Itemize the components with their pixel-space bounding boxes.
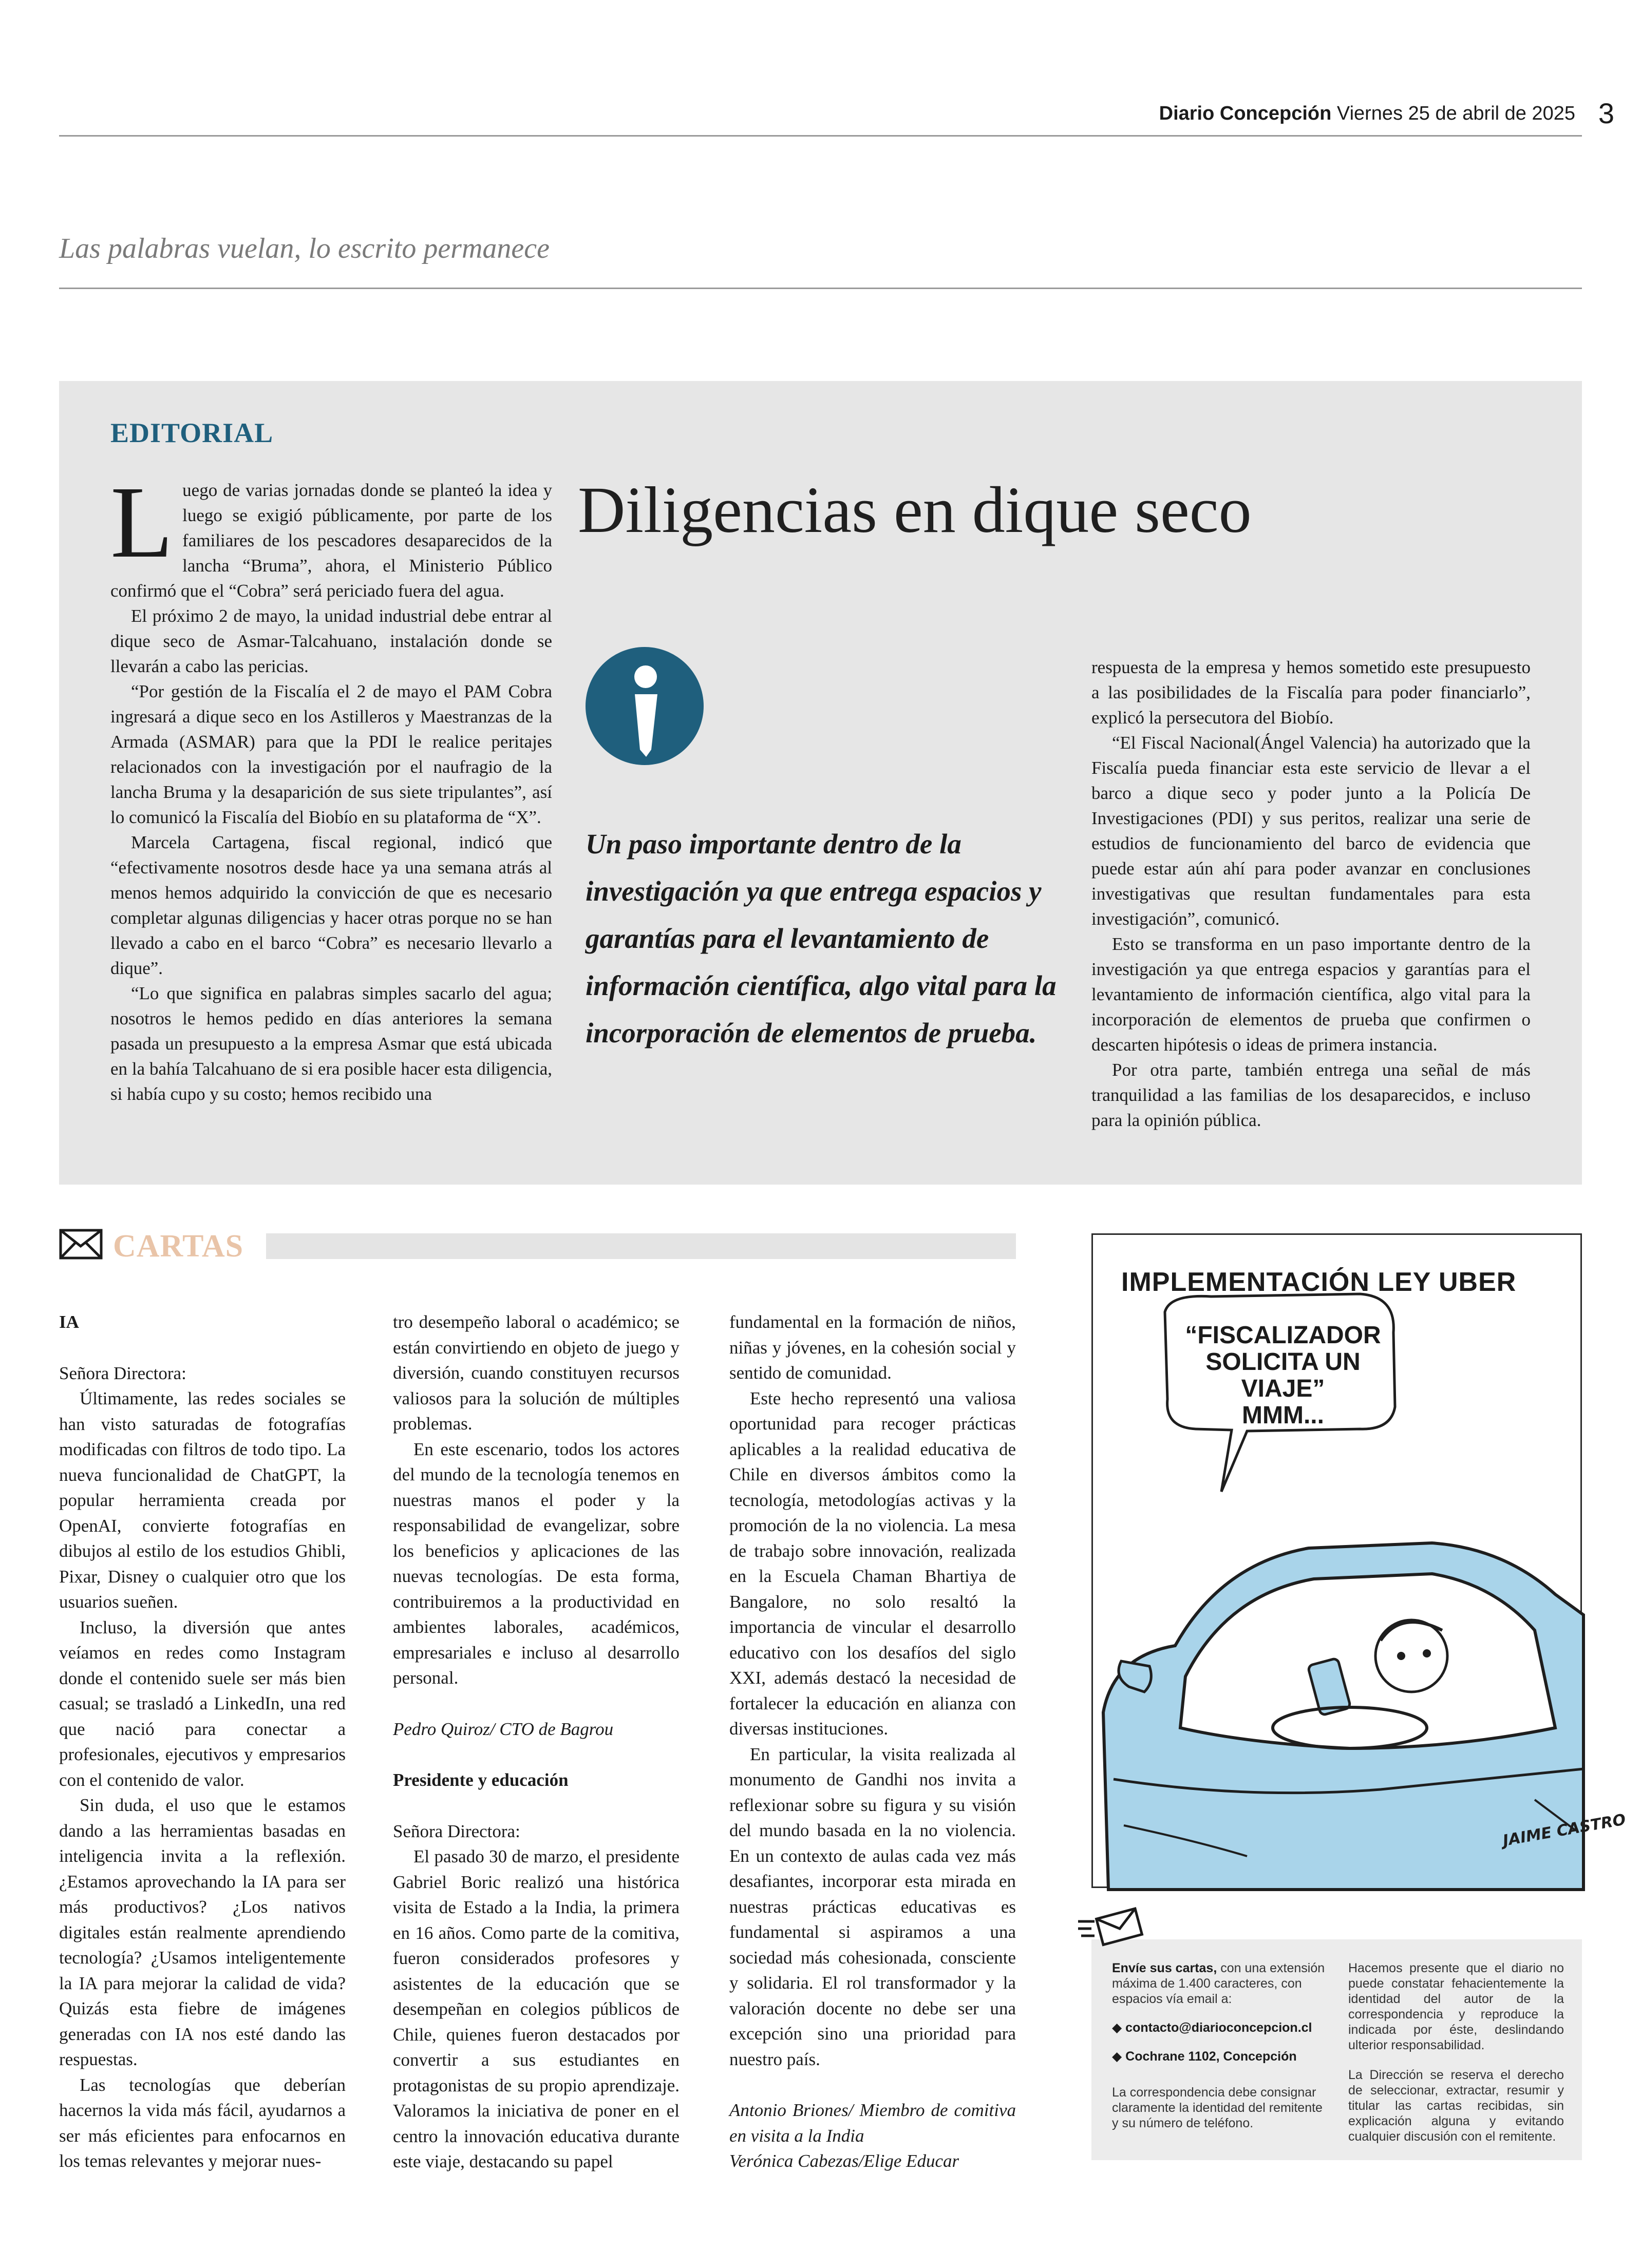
editorial-pull-quote: Un paso importante dentro de la investigación ya que entrega espacios y garantías para el levantamiento de información científica, algo vital para la incorporación de elementos de prueba. bbox=[586, 828, 1057, 1049]
slogan-rule bbox=[59, 288, 1582, 289]
editorial-paragraph: Esto se transforma en un paso importante dentro de la investigación ya que entrega espacios y garantías para el levantamiento de información científica, algo vital para la incorporación de elementos de prueba que confirmen o descarten hipótesis o ideas de primera instancia. bbox=[1091, 934, 1531, 1055]
page-number: 3 bbox=[1598, 97, 1614, 129]
contact-address: ◆ Cochrane 1102, Concepción bbox=[1112, 2049, 1297, 2064]
editorial-column-left bbox=[110, 466, 552, 1107]
editorial-paragraph: “Lo que significa en palabras simples sacarlo del agua; nosotros le hemos pedido en días anteriores la semana pasada un presupuesto a la empresa Asmar que está ubicada en la bahía Talcahuano de si era posible hacer esta diligencia, si había cupo y su costo; hemos recibido una bbox=[110, 983, 552, 1104]
letter-paragraph: Incluso, la diversión que antes veíamos en redes como Instagram donde el contenido suele ser más bien casual; se trasladó a LinkedIn, una red que nació para conectar a profesionales, ejecutivos y empresarios con el contenido de valor. bbox=[59, 1617, 346, 1790]
letter-signature: Verónica Cabezas/Elige Educar bbox=[729, 2151, 959, 2171]
editorial-paragraph: “El Fiscal Nacional(Ángel Valencia) ha autorizado que la Fiscalía pueda financiar esta este servicio de llevar a el barco a dique seco y poder junto a la Policía De Investigaciones (PDI) y sus peritos, realizar una serie de estudios de funcionamiento del barco de evidencia que puede estar aún ahí para poder avanzar en conclusiones investigativas que resultan fundamentales para esta investigación”, comunicó. bbox=[1091, 733, 1531, 929]
cartas-header-bar bbox=[266, 1233, 1016, 1259]
letters-column-1 bbox=[59, 1309, 346, 2174]
contact-email-link[interactable]: ◆ contacto@diarioconcepcion.cl bbox=[1112, 2021, 1312, 2035]
letter-signature: Antonio Briones/ Miembro de comitiva en visita a la India bbox=[729, 2100, 1016, 2146]
letter-heading: IA bbox=[59, 1312, 79, 1332]
letters-column-2 bbox=[393, 1309, 680, 2175]
contact-note-left: La correspondencia debe consignar claramente la identidad del remitente y su número de teléfono. bbox=[1112, 2085, 1323, 2130]
editorial-paragraph: Marcela Cartagena, fiscal regional, indicó que “efectivamente nosotros desde hace ya una semana atrás al menos hemos adquirido la convicción de que es necesario completar algunas diligencias y hacer otras porque no se han llevado a cabo en el barco “Cobra” es necesario llevarlo a dique”. bbox=[110, 832, 552, 978]
editorial-paragraph: El próximo 2 de mayo, la unidad industrial debe entrar al dique seco de Asmar-Talcahuano, instalación donde se llevarán a cabo las pericias. bbox=[110, 606, 552, 676]
contact-info-left bbox=[1112, 1960, 1328, 2131]
letter-paragraph: En particular, la visita realizada al monumento de Gandhi nos invita a reflexionar sobre su figura y su visión del mundo basada en la no violencia. En un contexto de aulas cada vez más desafiantes, incorporar esta mirada en nuestras prácticas educativas es fundamental si aspiramos a una sociedad más cohesionada, consciente y solidaria. El rol transformador y la valoración docente no debe ser una excepción sino una prioridad para nuestro país. bbox=[729, 1744, 1016, 2069]
cartoon-title: IMPLEMENTACIÓN LEY UBER bbox=[1121, 1267, 1517, 1297]
editorial-column-right bbox=[1091, 655, 1531, 1133]
header-brand-date bbox=[1159, 103, 1575, 125]
disclaimer-identity: Hacemos presente que el diario no puede constatar fehacientemente la identidad del autor de la correspondencia y reproduce la indicada por éste, deslindando ulterior responsabilidad. bbox=[1348, 1961, 1564, 2052]
newspaper-name: Diario Concepción bbox=[1159, 103, 1332, 124]
letter-paragraph: fundamental en la formación de niños, niñas y jóvenes, en la cohesión social y sentido de comunidad. bbox=[729, 1312, 1016, 1383]
editorial-title: Diligencias en dique seco bbox=[578, 473, 1252, 546]
send-letters-bold: Envíe sus cartas, bbox=[1112, 1961, 1217, 1975]
drop-cap: L bbox=[110, 466, 174, 579]
send-letters-intro bbox=[1112, 1960, 1328, 2007]
contact-info-right bbox=[1348, 1960, 1564, 2144]
bubble-line: VIAJE” bbox=[1241, 1375, 1325, 1402]
editorial-left-paragraphs bbox=[110, 466, 552, 1107]
editorial-paragraph: “Por gestión de la Fiscalía el 2 de mayo el PAM Cobra ingresará a dique seco en los Astilleros y Maestranzas de la Armada (ASMAR) para que la PDI le realice peritajes relacionados con la investigación por el naufragio de la lancha Bruma y la desaparición de sus siete tripulantes”, así lo comunicó la Fiscalía del Biobío en su plataforma de “X”. bbox=[110, 681, 552, 827]
letter-paragraph: El pasado 30 de marzo, el presidente Gabriel Boric realizó una histórica visita de Estado a la India, la primera en 16 años. Como parte de la comitiva, fueron considerados profesores y asistentes de la educación que se desempeñan en colegios públicos de Chile, quienes fueron destacados por convertir a sus estudiantes en protagonistas de su propio aprendizaje. Valoramos la iniciativa de poner en el centro la innovación educativa durante este viaje, destacando su papel bbox=[393, 1846, 680, 2171]
editorial-paragraph: uego de varias jornadas donde se planteó la idea y luego se exigió públicamente, por parte de los familiares de los pescadores desaparecidos de la lancha “Bruma”, ahora, el Ministerio Público confirmó que el “Cobra” será periciado fuera del agua. bbox=[110, 480, 552, 601]
envelope-icon bbox=[59, 1229, 103, 1260]
letter-salutation: Señora Directora: bbox=[393, 1821, 520, 1841]
bubble-line: “FISCALIZADOR bbox=[1185, 1322, 1381, 1349]
letter-signature: Pedro Quiroz/ CTO de Bagrou bbox=[393, 1719, 614, 1739]
header-rule bbox=[59, 135, 1582, 137]
letter-paragraph: Las tecnologías que deberían hacernos la vida más fácil, ayudarnos a ser más eficientes para enfocarnos en los temas relevantes y mejorar nues- bbox=[59, 2074, 346, 2171]
editorial-label: EDITORIAL bbox=[110, 417, 274, 448]
letter-paragraph: En este escenario, todos los actores del mundo de la tecnología tenemos en nuestras manos el poder y la responsabilidad de evangelizar, sobre los beneficios y aplicaciones de las nuevas tecnologías. De esta forma, contribuiremos a la productividad en ambientes laborales, académicos, empresariales e incluso al desarrollo personal. bbox=[393, 1439, 680, 1688]
contact-address-text: Cochrane 1102, Concepción bbox=[1125, 2049, 1297, 2064]
issue-date: Viernes 25 de abril de 2025 bbox=[1336, 103, 1575, 124]
cartoon-signature: JAIME CASTRO bbox=[1501, 1810, 1627, 1850]
disclaimer-editing: La Dirección se reserva el derecho de seleccionar, extractar, resumir y titular las cartas recibidas, sin explicación alguna y evitando cualquier discusión con el remitente. bbox=[1348, 2068, 1564, 2144]
letter-paragraph: tro desempeño laboral o académico; se están convirtiendo en objeto de juego y diversión, cuando constituyen recursos valiosos para la solución de múltiples problemas. bbox=[393, 1312, 680, 1434]
letter-paragraph: Sin duda, el uso que le estamos dando a las herramientas basadas en inteligencia invita a la reflexión. ¿Estamos aprovechando la IA para ser más productivos? ¿Los nativos digitales están realmente aprendiendo tecnología? ¿Usamos inteligentemente la IA para mejorar la calidad de vida? Quizás esta fiebre de imágenes generadas con IA nos esté dando las respuestas. bbox=[59, 1795, 346, 2069]
section-slogan: Las palabras vuelan, lo escrito permanece bbox=[59, 233, 550, 264]
cartoon-bubble-text bbox=[1175, 1322, 1391, 1429]
letter-paragraph: Este hecho representó una valiosa oportunidad para recoger prácticas aplicables a la realidad educativa de Chile en diversos ámbitos como la tecnología, metodologías activas y la promoción de la no violencia. La mesa de trabajo sobre innovación, realizada en la Escuela Chaman Bhartiya de Bangalore, no solo resaltó la importancia de vincular el desarrollo educativo con los desafíos del siglo XXI, además destacó la necesidad de fortalecer la educación en alianza con diversas instituciones. bbox=[729, 1388, 1016, 1739]
cartoon bbox=[1091, 1233, 1627, 1888]
info-icon bbox=[586, 647, 704, 765]
letter-paragraph: Últimamente, las redes sociales se han visto saturadas de fotografías modificadas con filtros de todo tipo. La nueva funcionalidad de ChatGPT, la popular herramienta creada por OpenAI, convierte fotografías en dibujos al estilo de los estudios Ghibli, Pixar, Disney o cualquier otro que los usuarios sueñen. bbox=[59, 1388, 346, 1612]
send-mail-icon bbox=[1076, 1906, 1143, 1947]
bubble-line: SOLICITA UN bbox=[1205, 1348, 1361, 1376]
editorial-paragraph: Por otra parte, también entrega una señal de más tranquilidad a las familias de los desaparecidos, e incluso para la opinión pública. bbox=[1091, 1060, 1531, 1130]
cartas-label: CARTAS bbox=[113, 1229, 244, 1264]
letters-column-3 bbox=[729, 1309, 1016, 2174]
bubble-line: MMM... bbox=[1242, 1402, 1324, 1429]
editorial-paragraph: respuesta de la empresa y hemos sometido este presupuesto a las posibilidades de la Fiscalía para poder financiarlo”, explicó la persecutora del Biobío. bbox=[1091, 657, 1531, 728]
contact-email[interactable]: contacto@diarioconcepcion.cl bbox=[1125, 2021, 1312, 2035]
letter-salutation: Señora Directora: bbox=[59, 1363, 186, 1383]
letter-heading: Presidente y educación bbox=[393, 1770, 569, 1790]
send-letters-text: con una extensión máxima de 1.400 caracteres, con espacios vía email a: bbox=[1112, 1961, 1325, 2006]
